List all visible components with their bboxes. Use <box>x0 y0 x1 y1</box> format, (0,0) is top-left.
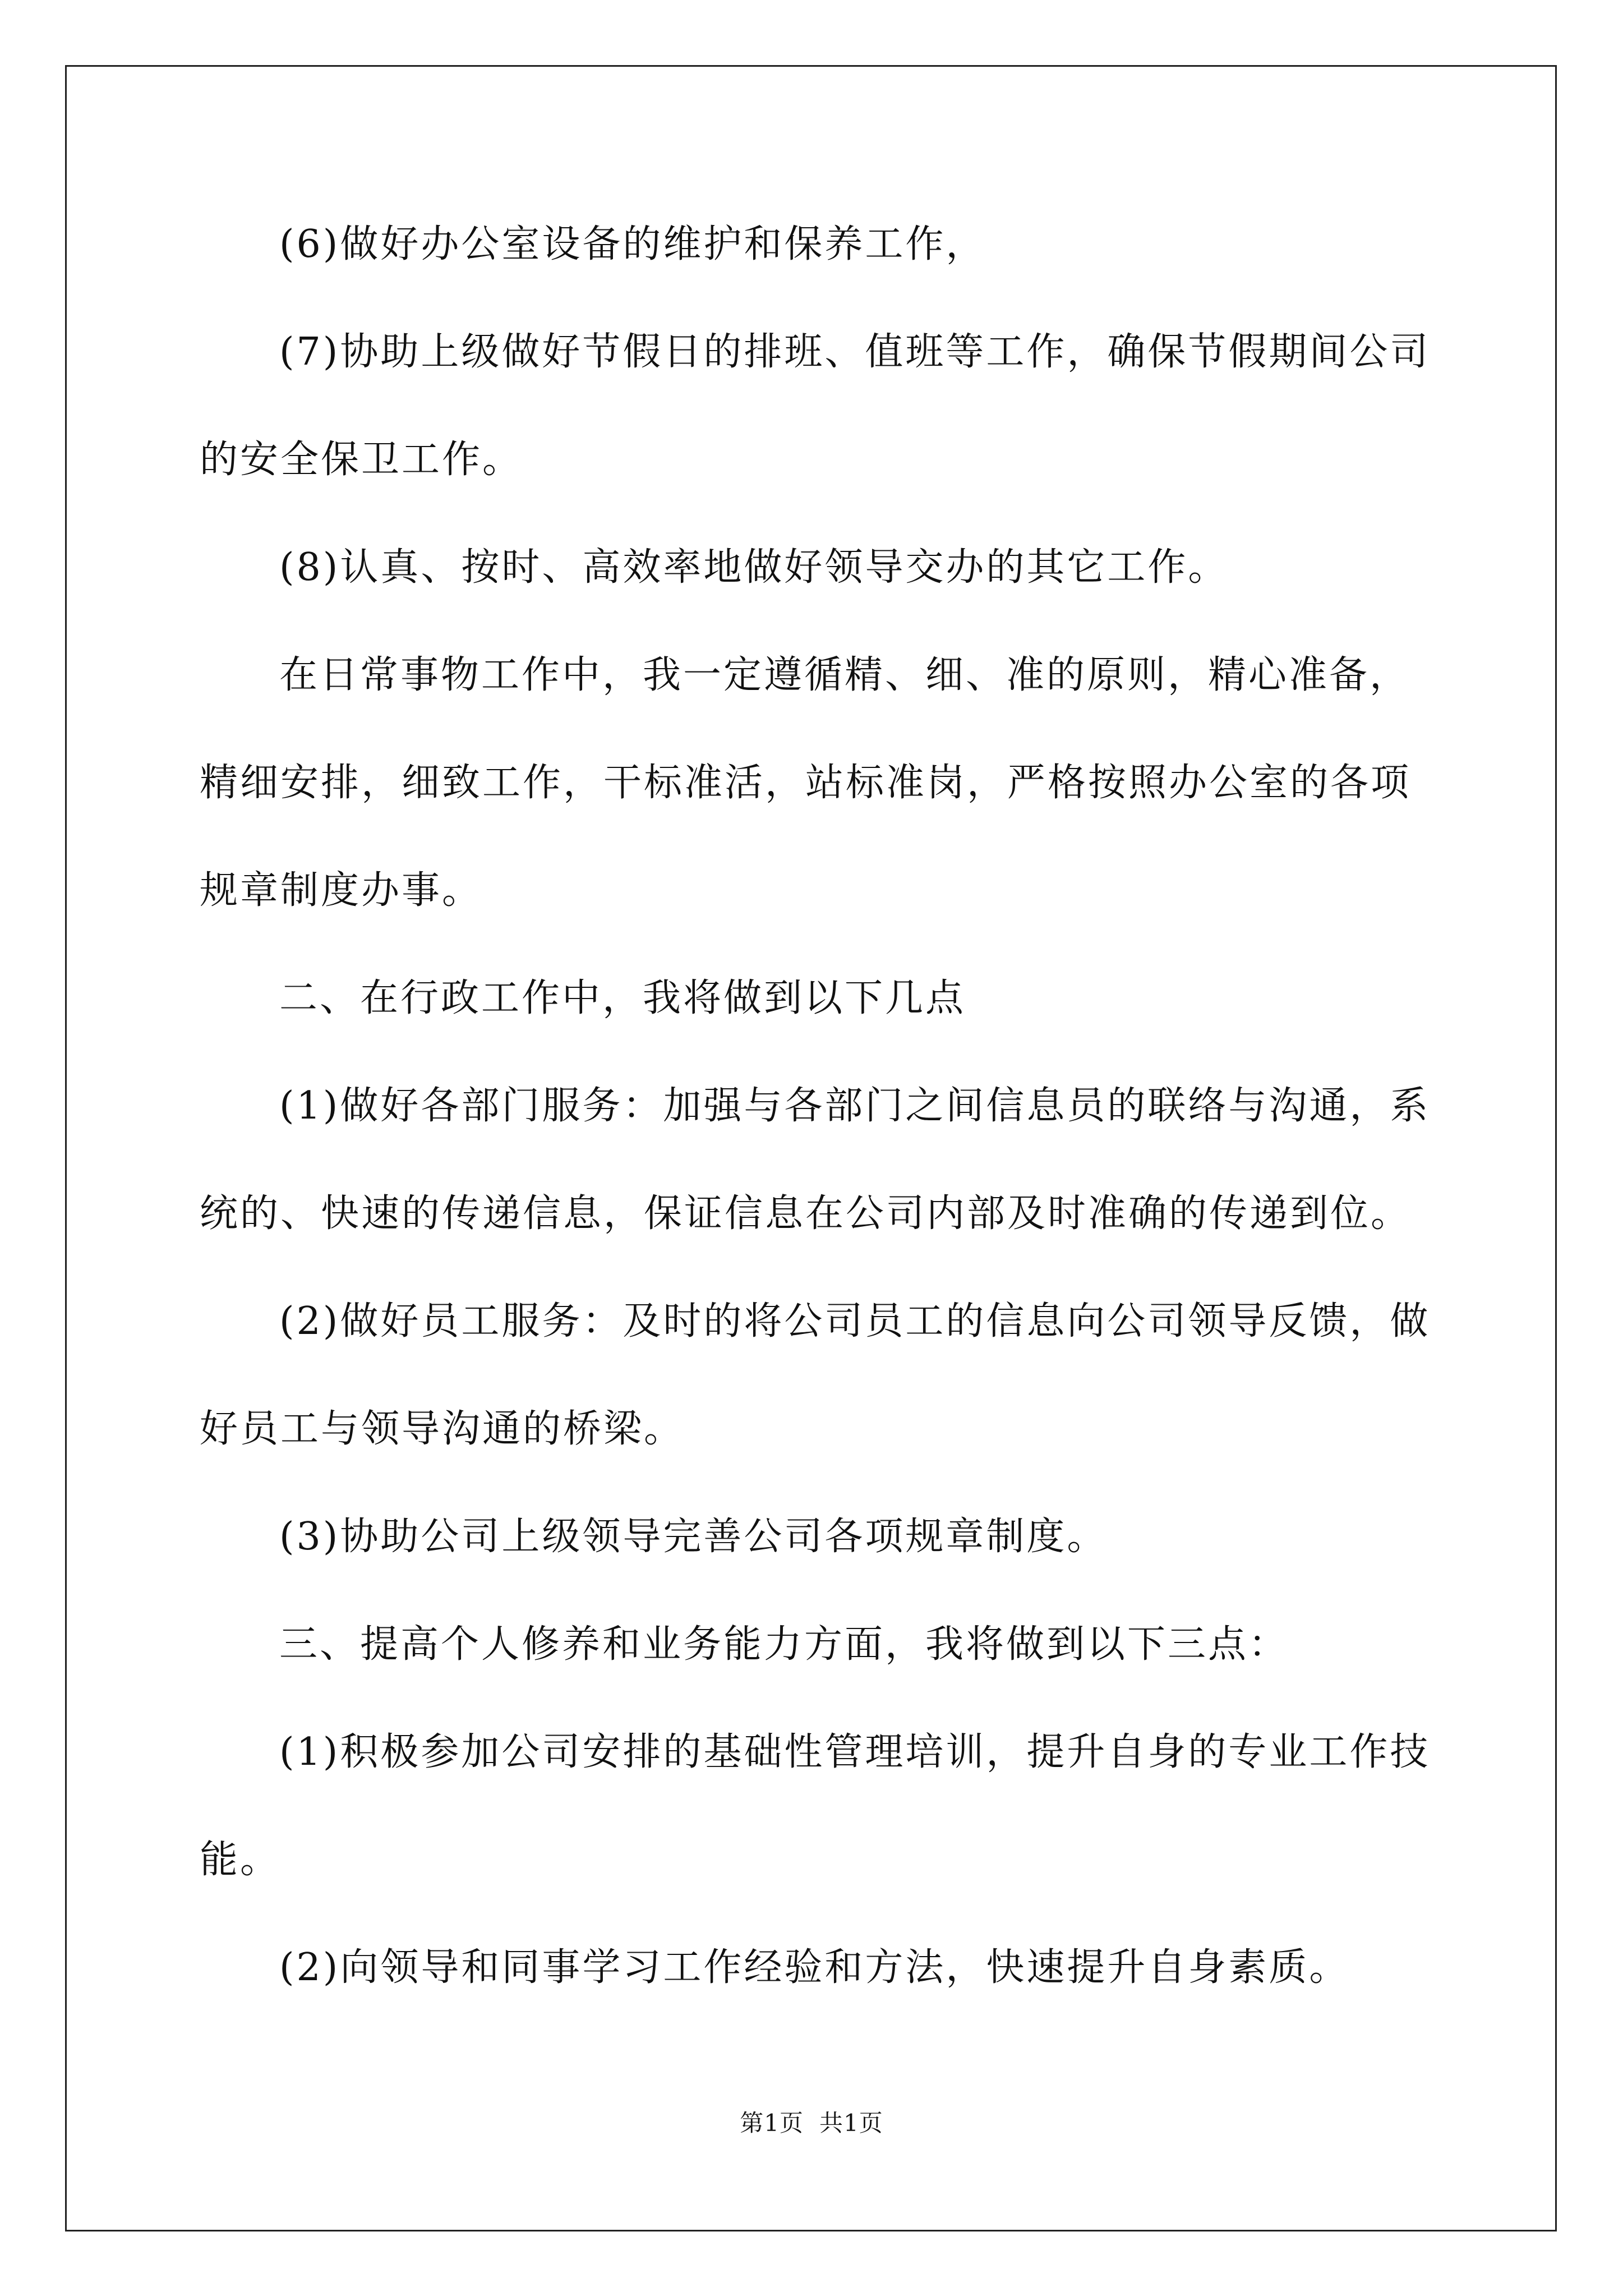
section-heading: 三、提高个人修养和业务能力方面，我将做到以下三点： <box>279 1622 1289 1667</box>
section-heading: 二、在行政工作中，我将做到以下几点 <box>279 976 966 1020</box>
paragraph: 在日常事物工作中，我一定遵循精、细、准的原则，精心准备，精细安排，细致工作，干标准活，站标准岗，严格按照办公室的各项规章制度办事。 <box>200 653 1412 913</box>
paragraph: (7)协助上级做好节假日的排班、值班等工作，确保节假期间公司的安全保卫工作。 <box>200 330 1431 482</box>
paragraph: (2)向领导和同事学习工作经验和方法，快速提升自身素质。 <box>279 1945 1350 1990</box>
paragraph: (2)做好员工服务：及时的将公司员工的信息向公司领导反馈，做好员工与领导沟通的桥梁。 <box>200 1299 1431 1451</box>
paragraph: (6)做好办公室设备的维护和保养工作， <box>279 222 986 266</box>
paragraph: (8)认真、按时、高效率地做好领导交办的其它工作。 <box>279 545 1229 590</box>
page-total: 共1页 <box>819 2109 883 2137</box>
page-number: 第1页 <box>740 2109 804 2137</box>
paragraph: (1)做好各部门服务：加强与各部门之间信息员的联络与沟通，系统的、快速的传递信息，保证信息在公司内部及时准确的传递到位。 <box>200 1084 1431 1236</box>
paragraph: (1)积极参加公司安排的基础性管理培训，提升自身的专业工作技能。 <box>200 1730 1431 1882</box>
document-body <box>200 191 1433 2022</box>
paragraph: (3)协助公司上级领导完善公司各项规章制度。 <box>279 1515 1108 1559</box>
page-footer <box>0 2106 1623 2140</box>
